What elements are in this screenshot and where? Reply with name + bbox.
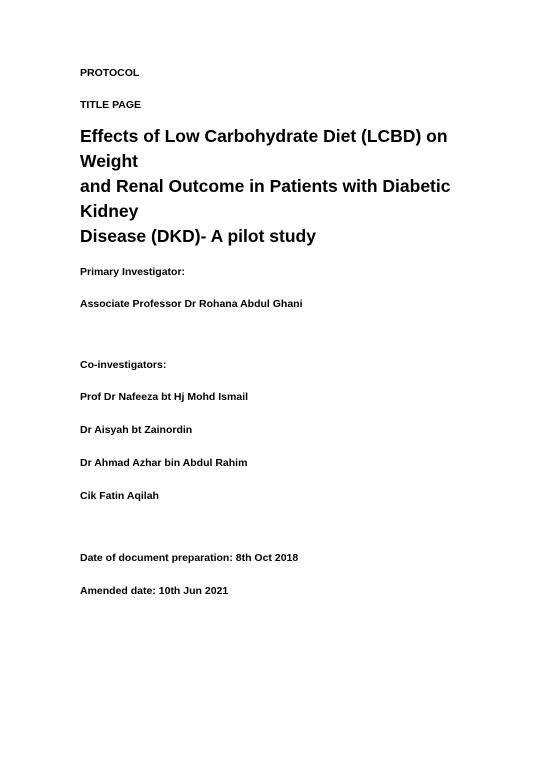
title-page-content [80,66,510,598]
study-title [80,124,510,249]
co-investigator-name: Cik Fatin Aqilah [80,490,159,502]
co-investigator-name: Dr Aisyah bt Zainordin [80,424,193,436]
title-page-heading: TITLE PAGE [80,99,142,111]
study-title-line: and Renal Outcome in Patients with Diabetic Kidney [80,176,451,221]
study-title-line: Effects of Low Carbohydrate Diet (LCBD) on Weight [80,126,448,171]
co-investigator-name: Prof Dr Nafeeza bt Hj Mohd Ismail [80,391,249,403]
primary-investigator-name: Associate Professor Dr Rohana Abdul Ghani [80,298,303,310]
primary-investigator-label: Primary Investigator: [80,266,186,278]
protocol-heading: PROTOCOL [80,67,140,79]
co-investigators-label: Co-investigators: [80,359,167,371]
amended-date: Amended date: 10th Jun 2021 [80,585,229,597]
study-title-line: Disease (DKD)- A pilot study [80,226,316,246]
co-investigator-name: Dr Ahmad Azhar bin Abdul Rahim [80,457,248,469]
preparation-date: Date of document preparation: 8th Oct 2018 [80,552,299,564]
co-investigators-list [80,390,510,503]
